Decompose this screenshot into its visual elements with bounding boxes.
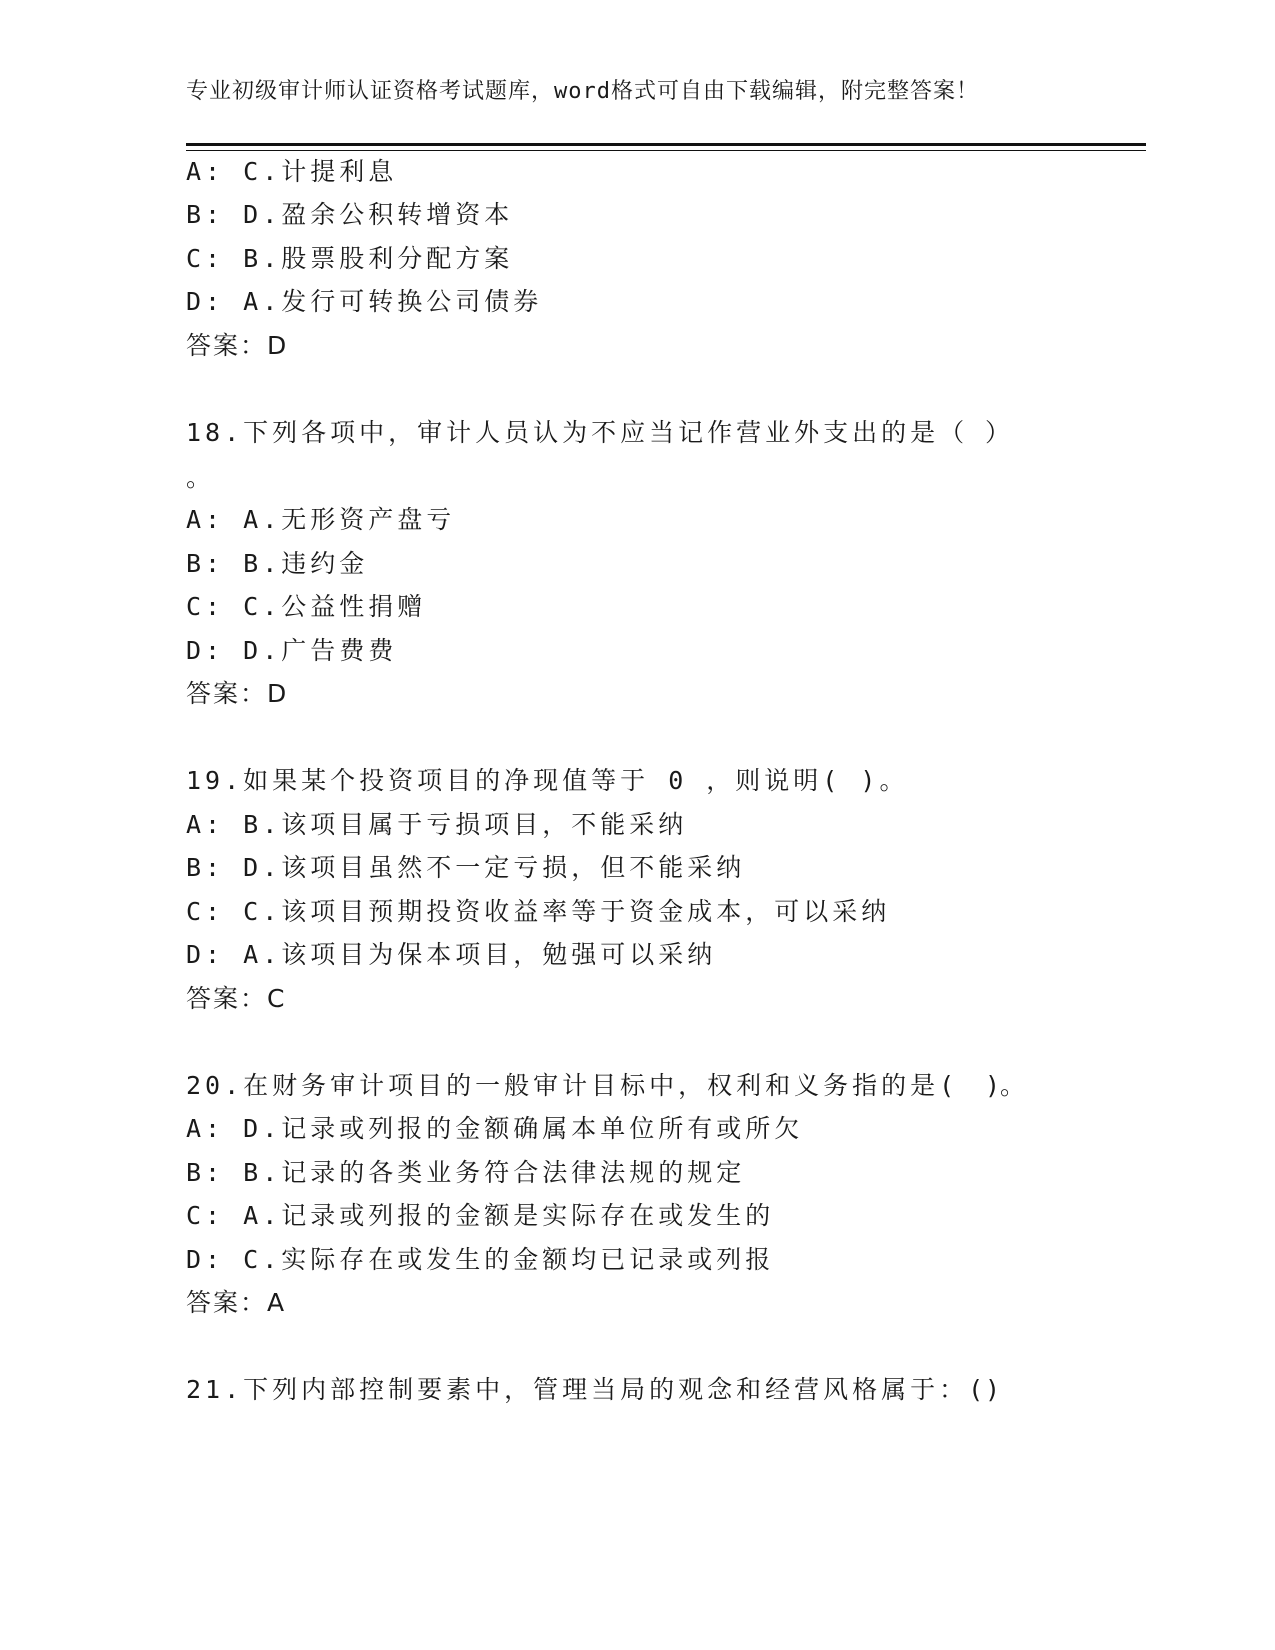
q17-option-d: D: A.发行可转换公司债券 — [186, 287, 543, 316]
q17-answer: 答案：D — [186, 331, 289, 360]
q18-answer: 答案：D — [186, 679, 289, 708]
q20-stem-close: )。 — [985, 1071, 1026, 1100]
q19-answer: 答案：C — [186, 984, 287, 1013]
q21-stem: 21.下列内部控制要素中，管理当局的观念和经营风格属于：( — [186, 1375, 988, 1404]
q17-option-a: A: C.计提利息 — [186, 157, 398, 186]
q19-option-d: D: A.该项目为保本项目，勉强可以采纳 — [186, 940, 717, 969]
q19-option-c: C: C.该项目预期投资收益率等于资金成本，可以采纳 — [186, 897, 891, 926]
q18-stem-tail: 。 — [186, 463, 216, 492]
q20-option-b: B: B.记录的各类业务符合法律法规的规定 — [186, 1158, 746, 1187]
q20-option-a: A: D.记录或列报的金额确属本单位所有或所欠 — [186, 1114, 804, 1143]
q20-stem: 20.在财务审计项目的一般审计目标中，权利和义务指的是( — [186, 1071, 959, 1100]
page-header: 专业初级审计师认证资格考试题库，word格式可自由下载编辑，附完整答案！ — [186, 79, 979, 104]
q18-option-d: D: D.广告费费 — [186, 636, 398, 665]
q17-option-c: C: B.股票股利分配方案 — [186, 244, 514, 273]
q19-stem: 19.如果某个投资项目的净现值等于 0 ，则说明( )。 — [186, 766, 909, 795]
q18-stem: 18.下列各项中，审计人员认为不应当记作营业外支出的是（ — [186, 418, 969, 447]
q20-option-d: D: C.实际存在或发生的金额均已记录或列报 — [186, 1245, 775, 1274]
q19-option-a: A: B.该项目属于亏损项目，不能采纳 — [186, 810, 688, 839]
q17-option-b: B: D.盈余公积转增资本 — [186, 200, 514, 229]
q21-stem-close: ) — [985, 1375, 1001, 1404]
q19-option-b: B: D.该项目虽然不一定亏损，但不能采纳 — [186, 853, 746, 882]
q18-stem-close: ） — [985, 418, 1011, 447]
q18-option-b: B: B.违约金 — [186, 549, 369, 578]
header-divider-thin — [186, 150, 1146, 151]
q18-option-c: C: C.公益性捐赠 — [186, 592, 427, 621]
q18-option-a: A: A.无形资产盘亏 — [186, 505, 456, 534]
header-divider-thick — [186, 143, 1146, 146]
q20-answer: 答案：A — [186, 1288, 287, 1317]
q20-option-c: C: A.记录或列报的金额是实际存在或发生的 — [186, 1201, 775, 1230]
